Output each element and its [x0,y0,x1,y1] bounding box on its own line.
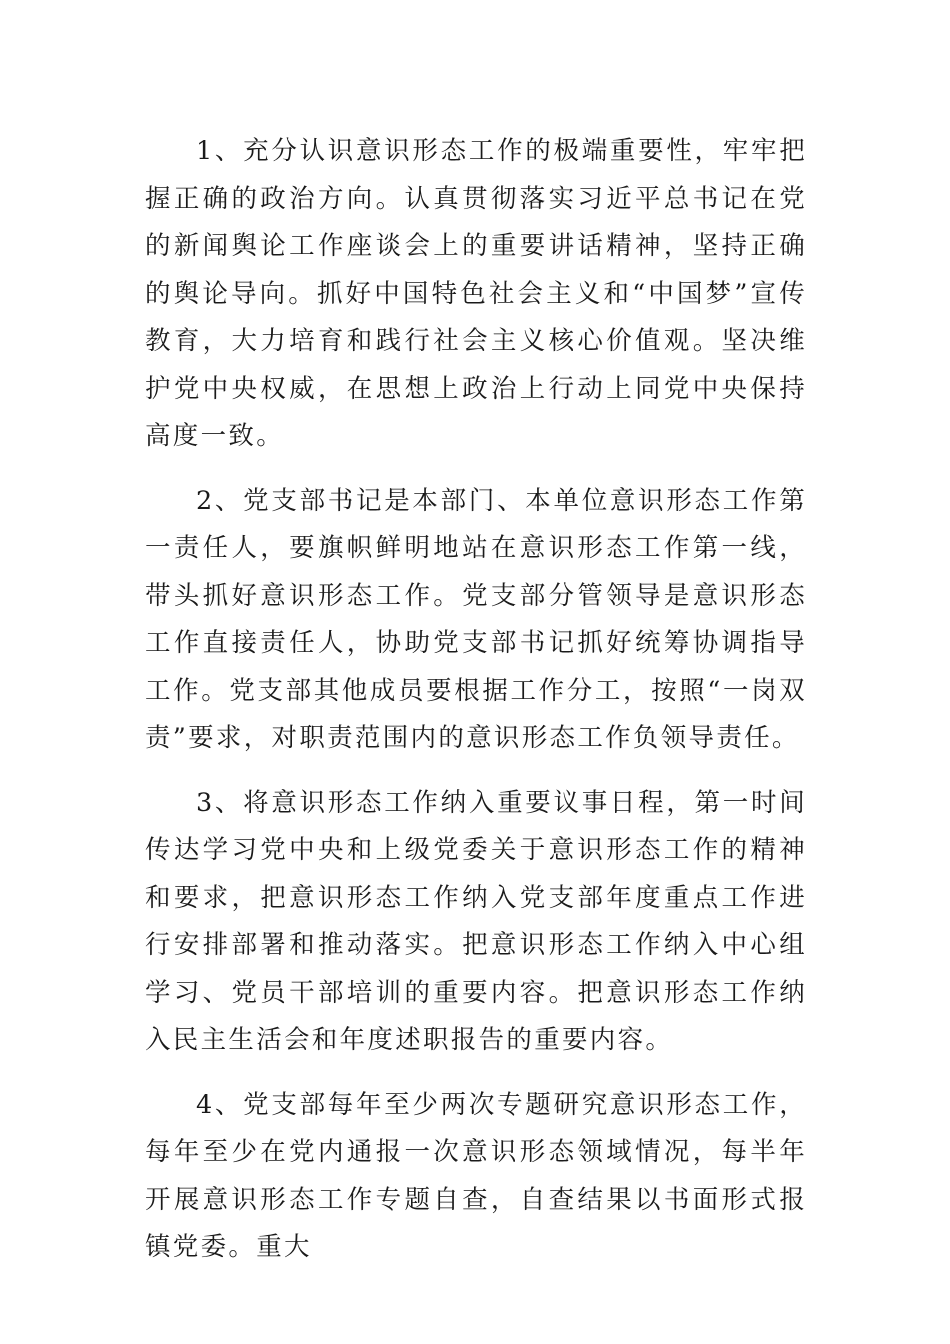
paragraph-4: 4、党支部每年至少两次专题研究意识形态工作，每年至少在党内通报一次意识形态领域情况，每半年开展意识形态工作专题自查，自查结果以书面形式报镇党委。重大 [145,1089,807,1262]
document-body [145,128,807,1272]
paragraph-2: 2、党支部书记是本部门、本单位意识形态工作第一责任人，要旗帜鲜明地站在意识形态工作第一线，带头抓好意识形态工作。党支部分管领导是意识形态工作直接责任人，协助党支部书记抓好统筹协调指导工作。党支部其他成员要根据工作分工，按照“一岗双责”要求，对职责范围内的意识形态工作负领导责任。 [145,485,807,753]
paragraph-3: 3、将意识形态工作纳入重要议事日程，第一时间传达学习党中央和上级党委关于意识形态工作的精神和要求，把意识形态工作纳入党支部年度重点工作进行安排部署和推动落实。把意识形态工作纳入中心组学习、党员干部培训的重要内容。把意识形态工作纳入民主生活会和年度述职报告的重要内容。 [145,787,807,1055]
paragraph-1: 1、充分认识意识形态工作的极端重要性，牢牢把握正确的政治方向。认真贯彻落实习近平总书记在党的新闻舆论工作座谈会上的重要讲话精神，坚持正确的舆论导向。抓好中国特色社会主义和“中国梦”宣传教育，大力培育和践行社会主义核心价值观。坚决维护党中央权威，在思想上政治上行动上同党中央保持高度一致。 [145,136,807,451]
